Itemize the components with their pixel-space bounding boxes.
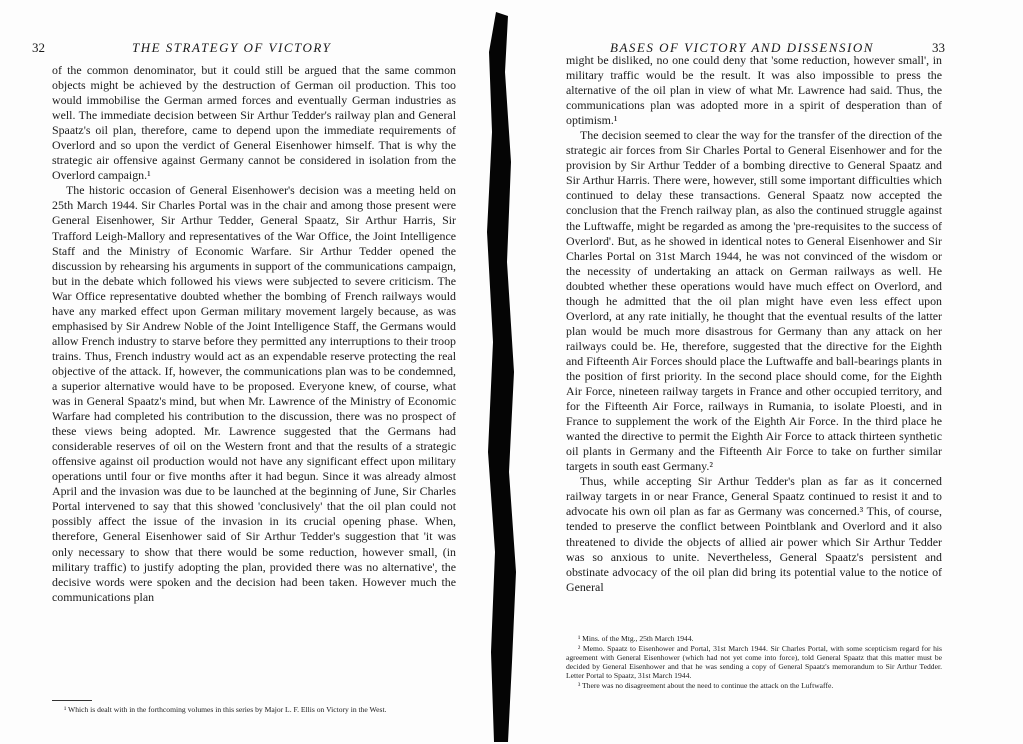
paragraph: The historic occasion of General Eisenhower's decision was a meeting held on 25th March 1944. Sir Charles Portal was in the chair and among those present were General Eisenhower, Sir Arthur Tedder, General Spaatz, Sir Arthur Harris, Sir Trafford Leigh-Mallory and representatives of the War Office, the Joint Intelligence Staff and the Ministry of Economic Warfare. Sir Arthur Tedder opened the discussion by rehearsing his arguments in support of the communications campaign, but in the debate which followed his views were subjected to severe criticism. The War Office representative doubted whether the bombing of French railways would have any marked effect upon German military movement largely because, as was emphasised by Sir Andrew Noble of the Joint Intelligence Staff, the Germans would allow French industry to starve before they permitted any interruptions to their troop trains. Thus, French industry would act as an expendable reserve protecting the real objective of the attack. If, however, the communications plan was to be condemned, a superior alternative would have to be proposed. Everyone knew, of course, what was in General Spaatz's mind, but when Mr. Lawrence of the Ministry of Economic Warfare had completed his contribution to the discussion, there was no prospect of these views being adopted. Mr. Lawrence suggested that the Germans had considerable reserves of oil on the Western front and that the results of a strategic offensive against oil production would not have any significant effect upon military operations until four or five months after it had begun. Since it was already almost April and the invasion was due to be launched at the beginning of June, Sir Charles Portal intervened to say that this showed 'conclusively' that the oil plan could not possibly affect the issue of the invasion in its crucial opening phase. When, therefore, General Eisenhower said of Sir Arthur Tedder's suggestion that 'it was only necessary to show that there would be some reduction, however small, (in military traffic) to justify adopting the plan, provided there was no alternative', the decisive words were spoken and the decision had been taken. However much the communications plan [52, 183, 456, 604]
page-number: 33 [932, 40, 945, 55]
running-head: THE STRATEGY OF VICTORY [132, 40, 332, 55]
footnote-rule [52, 700, 92, 701]
body-text [566, 53, 942, 595]
body-text [52, 63, 456, 605]
footnotes [566, 634, 942, 691]
footnote: ² Memo. Spaatz to Eisenhower and Portal, 31st March 1944. Sir Charles Portal, with some scepticism regard for his agreement with General Eisenhower (which had not yet come into force), told General Spaatz that this matter must be decided by General Eisenhower and that he was sending a copy of General Spaatz's memorandum to Sir Arthur Tedder. Letter Portal to Spaatz, 31st March 1944. [566, 643, 942, 681]
running-head: BASES OF VICTORY AND DISSENSION [610, 40, 874, 55]
page-number: 32 [32, 40, 45, 55]
paragraph: of the common denominator, but it could still be argued that the same common objects might be achieved by the destruction of German oil production. This too would immobilise the German armed forces and eventually German industries as well. The immediate decision between Sir Arthur Tedder's railway plan and General Spaatz's oil plan, therefore, came to depend upon the immediate requirements of Overlord and so upon the verdict of General Eisenhower himself. That is why the strategic air offensive against Germany cannot be considered in isolation from the Overlord campaign.¹ [52, 63, 456, 183]
paragraph: might be disliked, no one could deny that 'some reduction, however small', in military traffic would be the result. It was also impossible to press the alternative of the oil plan in view of what Mr. Lawrence had said. Thus, the communications plan was adopted more in a spirit of desperation than of optimism.¹ [566, 53, 942, 128]
footnote: ³ There was no disagreement about the need to continue the attack on the Luftwaffe. [578, 681, 834, 691]
right-page [500, 0, 1023, 744]
paragraph: Thus, while accepting Sir Arthur Tedder's plan as far as it concerned railway targets in or near France, General Spaatz continued to resist it and to advocate his own oil plan as far as Germany was concerned.³ This, of course, tended to preserve the conflict between Pointblank and Overlord and it also threatened to divide the objects of allied air power which Sir Arthur Tedder was so anxious to unite. Nevertheless, General Spaatz's persistent and obstinate advocacy of the oil plan did bring its potential value to the notice of General [566, 474, 942, 594]
footnotes [52, 700, 456, 715]
book-spine-shadow [478, 12, 524, 742]
footnote: ¹ Mins. of the Mtg., 25th March 1944. [578, 634, 694, 643]
footnote: ¹ Which is dealt with in the forthcoming volumes in this series by Major L. F. Ellis on Victory in the West. [64, 705, 387, 714]
paragraph: The decision seemed to clear the way for the transfer of the direction of the strategic air forces from Sir Charles Portal to General Eisenhower and for the provision by Sir Arthur Tedder of a bombing directive to General Spaatz and Sir Arthur Harris. There were, however, still some important difficulties which continued to delay these transactions. General Spaatz now accepted the conclusion that the French railway plan, as also the continued struggle against the Luftwaffe, might be regarded as among the 'pre-requisites to the success of Overlord'. But, as he showed in identical notes to General Eisenhower and Sir Charles Portal on 31st March 1944, he was not convinced of the wisdom or the necessity of undertaking an attack on German railways as well. He doubted whether these operations would have much effect on Overlord, and though he admitted that the oil plan might have even less effect upon Overlord, at any rate initially, he thought that the eventual results of the latter plan would be much more disastrous for Germany than any attack on her railways could be. He, therefore, suggested that the directive for the Eighth and Fifteenth Air Forces should place the Luftwaffe and ball-bearings plants in the position of first priority. In the second place should come, for the Eighth Air Force, nineteen railway targets in France and other occupied territory, and for the Fifteenth Air Force, railways in Rumania, to isolate Ploesti, and in France to supplement the work of the Eighth Air Force. In the third place he wanted the directive to permit the Eighth Air Force to attack thirteen synthetic oil plants in Germany and the Fifteenth Air Force to take on further similar targets in south east Germany.² [566, 128, 942, 474]
left-page [0, 0, 500, 744]
